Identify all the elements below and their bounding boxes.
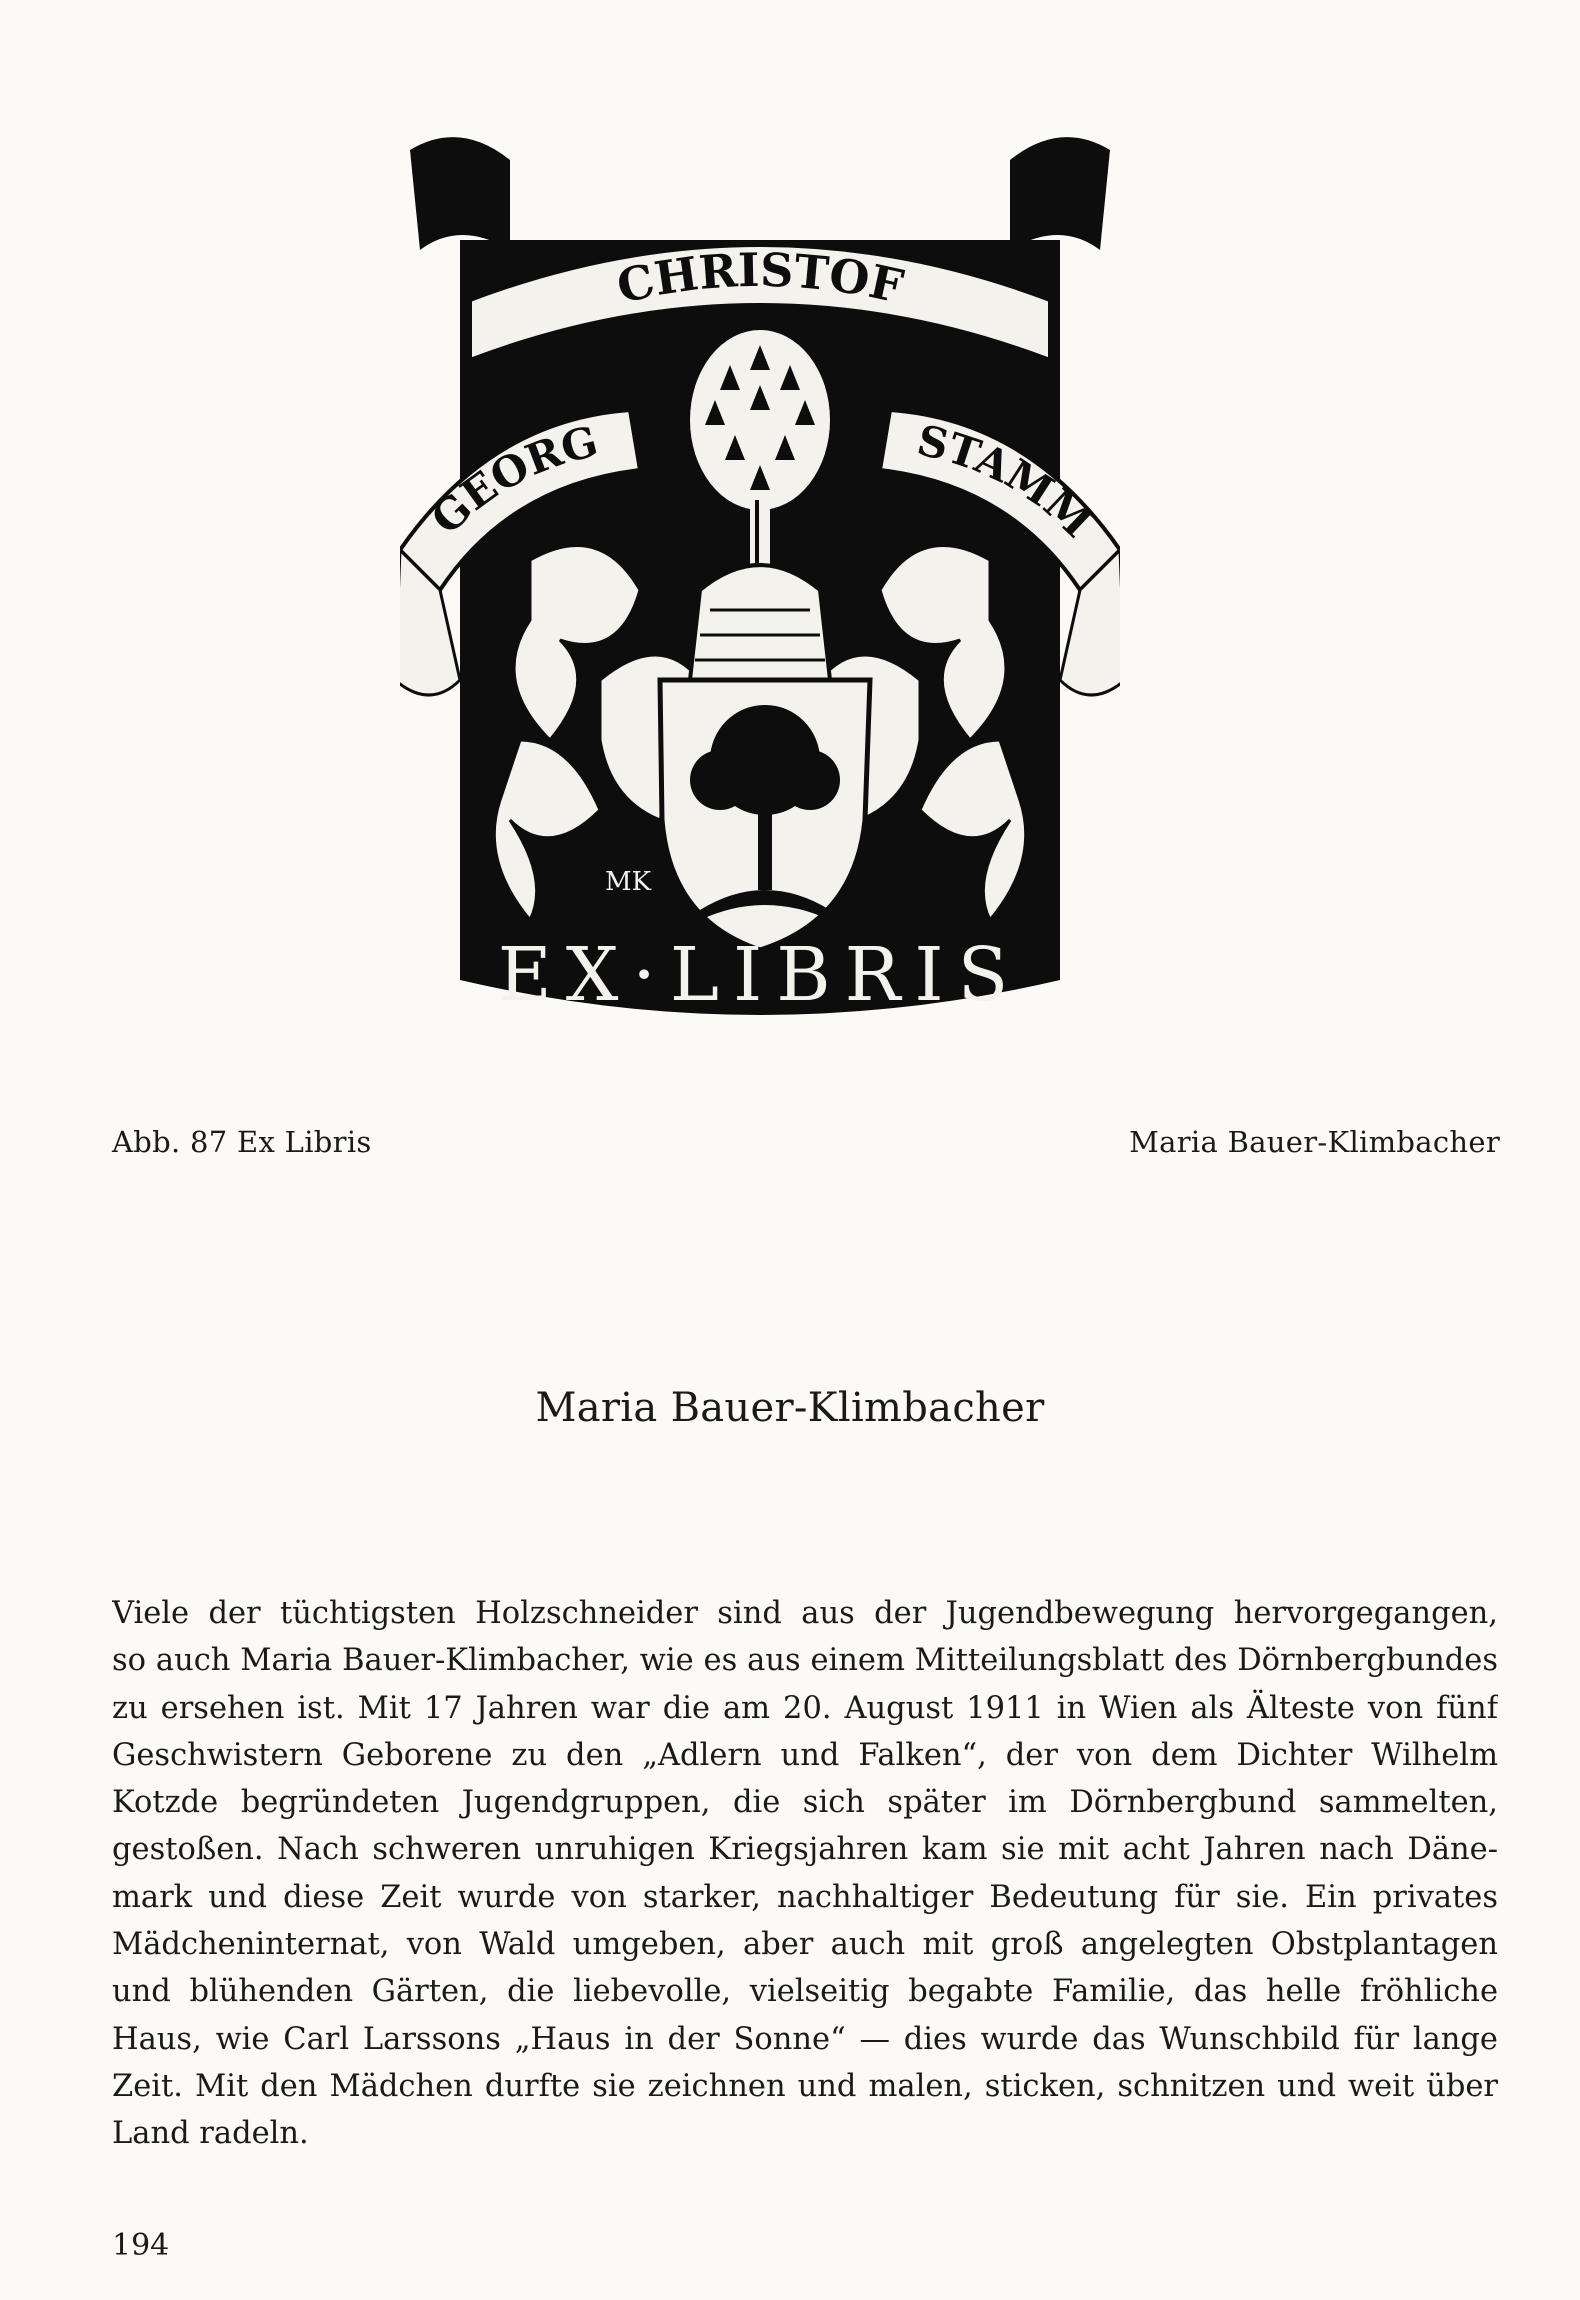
body-line: Kotzde begründeten Jugendgruppen, die sich später im Dörnbergbund sammelten, <box>112 1785 1498 1821</box>
chapter-title: Maria Bauer-Klimbacher <box>535 1385 1045 1431</box>
body-line: Viele der tüchtigsten Holzschneider sind aus der Jugendbewegung hervorgegangen, <box>112 1596 1498 1631</box>
body-line: Land radeln. <box>112 2116 309 2152</box>
artist-monogram: MK <box>605 867 652 897</box>
body-line: Geschwistern Geborene zu den „Adlern und Falken“, der von dem Dichter Wilhelm <box>112 1737 1498 1773</box>
figure-artist: Maria Bauer-Klimbacher <box>1129 1125 1500 1159</box>
banner-top-text: CHRISTOF <box>612 242 908 314</box>
body-line: Haus, wie Carl Larssons „Haus in der Sonne“ — dies wurde das Wunschbild für lange <box>112 2021 1498 2057</box>
body-line: so auch Maria Bauer-Klimbacher, wie es aus einem Mitteilungsblatt des Dörnbergbundes <box>112 1643 1498 1679</box>
banner-left-text: GEORG <box>421 416 603 544</box>
banner-right-text: STAMM <box>912 415 1102 547</box>
ex-libris-woodcut <box>400 120 1120 1100</box>
scroll-right-end <box>1010 137 1110 250</box>
body-line: Mädcheninternat, von Wald umgeben, aber auch mit groß angelegten Obstplantagen <box>112 1927 1498 1963</box>
body-paragraph <box>112 1590 1498 2158</box>
ex-libris-label: EX·LIBRIS <box>497 932 1023 1018</box>
scroll-left-end <box>410 137 510 250</box>
body-line: gestoßen. Nach schweren unruhigen Kriegsjahren kam sie mit acht Jahren nach Däne- <box>112 1832 1498 1868</box>
body-line: zu ersehen ist. Mit 17 Jahren war die am 20. August 1911 in Wien als Älteste von fünf <box>112 1690 1498 1726</box>
page-number: 194 <box>112 2228 170 2263</box>
body-line: Zeit. Mit den Mädchen durfte sie zeichnen und malen, sticken, schnitzen und weit über <box>112 2068 1498 2104</box>
helmet-icon <box>690 565 830 680</box>
body-line: mark und diese Zeit wurde von starker, nachhaltiger Bedeutung für sie. Ein privates <box>112 1879 1498 1915</box>
body-line: und blühenden Gärten, die liebevolle, vielseitig begabte Familie, das helle fröhliche <box>112 1974 1498 2010</box>
figure-label: Abb. 87 Ex Libris <box>112 1125 372 1159</box>
